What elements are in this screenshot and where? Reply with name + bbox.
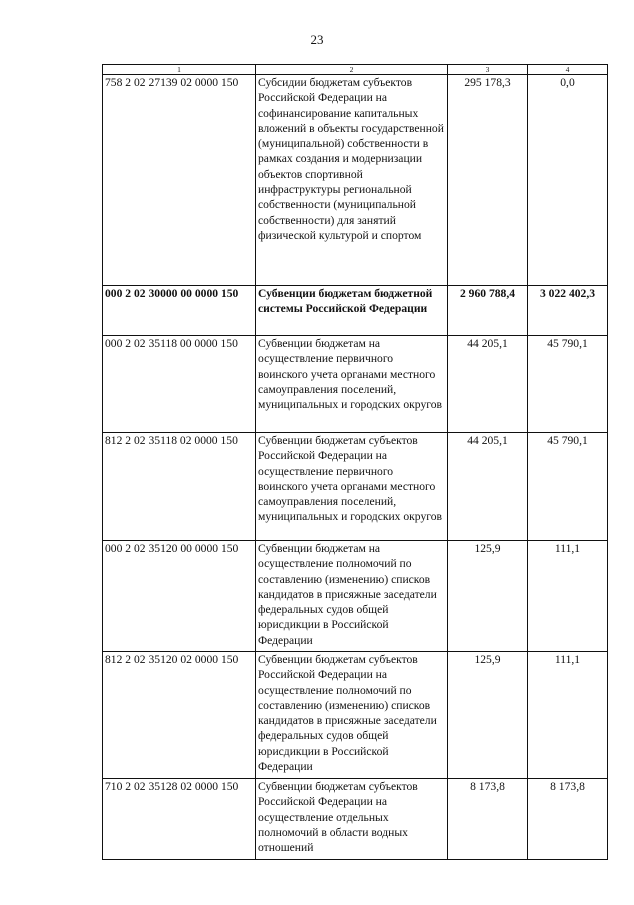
amount-col3: 2 960 788,4 bbox=[448, 286, 528, 336]
income-name: Субвенции бюджетам бюджетной системы Российской Федерации bbox=[256, 286, 448, 336]
table-row bbox=[103, 779, 608, 860]
amount-col4: 45 790,1 bbox=[528, 336, 608, 433]
amount-col3: 44 205,1 bbox=[448, 336, 528, 433]
amount-col3: 44 205,1 bbox=[448, 433, 528, 541]
page-number: 23 bbox=[310, 32, 324, 47]
amount-col4: 8 173,8 bbox=[528, 779, 608, 860]
amount-col4: 111,1 bbox=[528, 652, 608, 779]
income-name: Субвенции бюджетам субъектов Российской Федерации на осуществление отдельных полномочий в области водных отношений bbox=[256, 779, 448, 860]
table-row bbox=[103, 652, 608, 779]
table-row bbox=[103, 336, 608, 433]
budget-code: 758 2 02 27139 02 0000 150 bbox=[103, 75, 256, 286]
budget-code: 812 2 02 35120 02 0000 150 bbox=[103, 652, 256, 779]
amount-col4: 0,0 bbox=[528, 75, 608, 286]
table-row bbox=[103, 75, 608, 286]
budget-code: 000 2 02 35120 00 0000 150 bbox=[103, 541, 256, 652]
amount-col3: 8 173,8 bbox=[448, 779, 528, 860]
table-row bbox=[103, 541, 608, 652]
column-number-2: 2 bbox=[256, 65, 448, 75]
column-number-1: 1 bbox=[103, 65, 256, 75]
amount-col3: 125,9 bbox=[448, 541, 528, 652]
budget-revenue-table bbox=[102, 64, 608, 860]
budget-code: 000 2 02 35118 00 0000 150 bbox=[103, 336, 256, 433]
income-name: Субвенции бюджетам на осуществление полномочий по составлению (изменению) списков кандидатов в присяжные заседатели федеральных судов общей юрисдикции в Российской Федерации bbox=[256, 541, 448, 652]
income-name: Субвенции бюджетам на осуществление первичного воинского учета органами местного самоуправления поселений, муниципальных и городских округов bbox=[256, 336, 448, 433]
amount-col3: 295 178,3 bbox=[448, 75, 528, 286]
budget-code: 000 2 02 30000 00 0000 150 bbox=[103, 286, 256, 336]
amount-col3: 125,9 bbox=[448, 652, 528, 779]
income-name: Субвенции бюджетам субъектов Российской Федерации на осуществление полномочий по составлению (изменению) списков кандидатов в присяжные заседатели федеральных судов общей юрисдикции в Российской Федерации bbox=[256, 652, 448, 779]
column-number-3: 3 bbox=[448, 65, 528, 75]
budget-code: 710 2 02 35128 02 0000 150 bbox=[103, 779, 256, 860]
amount-col4: 111,1 bbox=[528, 541, 608, 652]
budget-code: 812 2 02 35118 02 0000 150 bbox=[103, 433, 256, 541]
column-number-4: 4 bbox=[528, 65, 608, 75]
amount-col4: 3 022 402,3 bbox=[528, 286, 608, 336]
column-number-row bbox=[103, 65, 608, 75]
income-name: Субвенции бюджетам субъектов Российской Федерации на осуществление первичного воинского учета органами местного самоуправления поселений, муниципальных и городских округов bbox=[256, 433, 448, 541]
income-name: Субсидии бюджетам субъектов Российской Федерации на софинансирование капитальных вложений в объекты государственной (муниципальной) собственности в рамках создания и модернизации объектов спортивной инфраструктуры региональной собственности (муниципальной собственности) для занятий физической культурой и спортом bbox=[256, 75, 448, 286]
table-row-total bbox=[103, 286, 608, 336]
table-row bbox=[103, 433, 608, 541]
amount-col4: 45 790,1 bbox=[528, 433, 608, 541]
